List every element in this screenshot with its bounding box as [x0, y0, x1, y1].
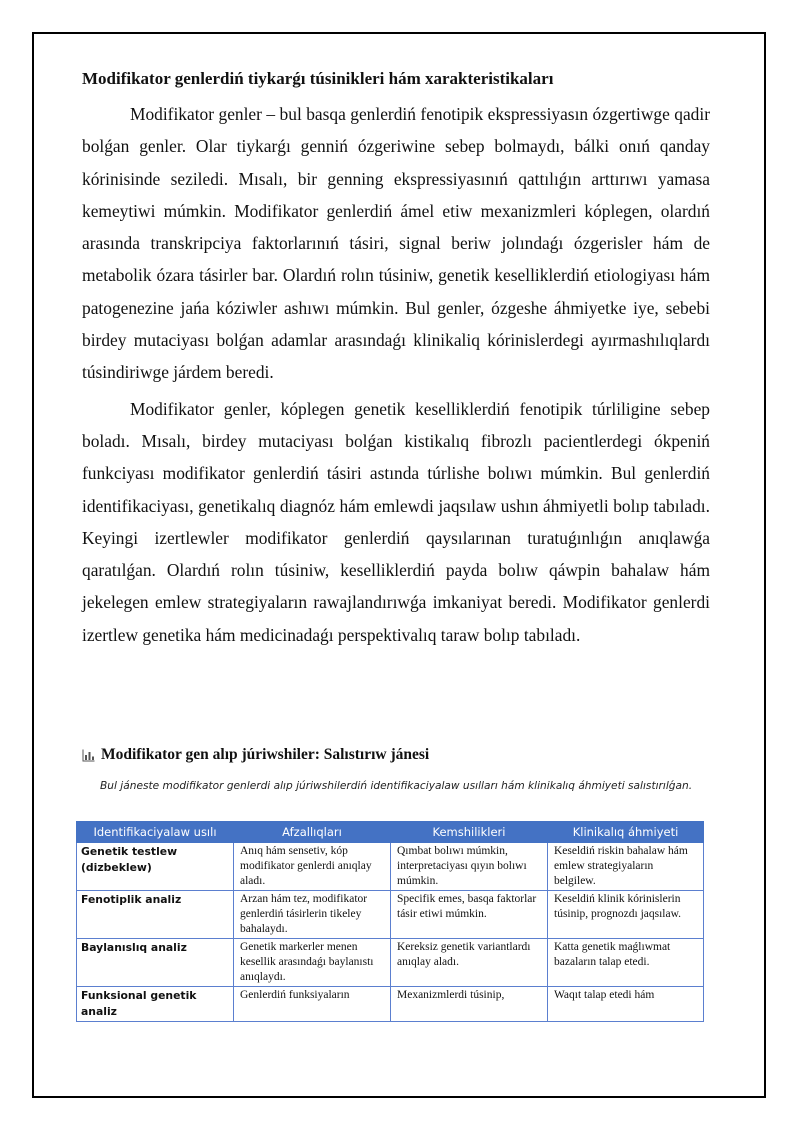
table-cell: Specifik emes, basqa faktorlar tásir etiwi múmkin. [391, 891, 548, 939]
table-cell: Mexanizmlerdi túsinip, [391, 987, 548, 1022]
comparison-table [76, 821, 704, 1022]
column-header: Identifikaciyalaw usılı [77, 822, 234, 843]
table-cell: Anıq hám sensetiv, kóp modifikator genlerdi anıqlay aladı. [234, 843, 391, 891]
table-section-title [82, 746, 429, 764]
table-cell: Genlerdiń funksiyaların [234, 987, 391, 1022]
table-cell: Kereksiz genetik variantlardı anıqlay aladı. [391, 939, 548, 987]
table-row [77, 891, 704, 939]
table-cell: Keseldiń klinik kórinislerin túsinip, prognozdı jaqsılaw. [548, 891, 704, 939]
table-row [77, 987, 704, 1022]
table-header-row [77, 822, 704, 843]
table-cell: Funksional genetik analiz [77, 987, 234, 1022]
table-title: Modifikator gen alıp júriwshiler: Salıstırıw jánesi [101, 746, 430, 763]
section-heading: Modifikator genlerdiń tiykarǵı túsinikleri hám xarakteristikaları [82, 69, 554, 88]
table-row [77, 939, 704, 987]
table-cell: Arzan hám tez, modifikator genlerdiń tásirlerin tikeley bahalaydı. [234, 891, 391, 939]
table-cell: Baylanıslıq analiz [77, 939, 234, 987]
column-header: Kemshilikleri [391, 822, 548, 843]
bar-chart-icon [82, 749, 95, 762]
table-cell: Genetik markerler menen kesellik arasındaǵı baylanıstı anıqlaydı. [234, 939, 391, 987]
table-cell: Keseldiń riskin bahalaw hám emlew strategiyaların belgilew. [548, 843, 704, 891]
table-row [77, 843, 704, 891]
table-cell: Katta genetik maǵlıwmat bazaların talap etedi. [548, 939, 704, 987]
column-header: Klinikalıq áhmiyeti [548, 822, 704, 843]
paragraph-1: Modifikator genler – bul basqa genlerdiń fenotipik ekspressiyasın ózgertiwge qadir bolǵan genler. Olar tiykarǵı genniń ózgeriwine sebep bolmaydı, bálki onıń qanday kórinisinde seziledi. Mısalı, bir genning ekspressiyasınıń qattılıǵın arttırıwı yamasa kemeytiwi múmkin. Modifikator genlerdiń ámel etiw mexanizmleri kóplegen, olardıń arasında transkripciya faktorlarınıń tásiri, signal beriw jolındaǵı ózgerisler hám de metabolik ózara tásirler bar. Olardıń rolın túsiniw, genetik keselliklerdiń etiologiyası hám patogenezine jańa kóziwler ashıwı múmkin. Bul genler, ózgeshe áhmiyetke iye, sebebi birdey mutaciyası bolǵan adamlar arasındaǵı klinikaliq kórinislerdegi ayırmashılıqlardı túsindiriwge járdem beredi. [82, 104, 710, 383]
table-cell: Qımbat bolıwı múmkin, interpretaciyası qıyın bolıwı múmkin. [391, 843, 548, 891]
column-header: Afzallıqları [234, 822, 391, 843]
paragraph-2: Modifikator genler, kóplegen genetik keselliklerdiń fenotipik túrliligine sebep boladı. Mısalı, birdey mutaciyası bolǵan kistikalıq fibrozlı pacientlerdegi ókpeniń funkciyası modifikator genlerdiń tásiri astında túrlishe bolıwı múmkin. Bul genlerdiń identifikaciyası, genetikalıq diagnóz hám emlewdi jaqsılaw ushın áhmiyetli bolıp tabıladı. Keyingi izertlewler modifikator genlerdiń qaysılarınan turatuǵınlıǵın anıqlawǵa qaratılǵan. Olardıń rolın túsiniw, keselliklerdiń payda bolıw qáwpin bahalaw hám jekelegen emlew strategiyaların rawajlandırıwǵa imkaniyat beredi. Modifikator genlerdi izertlew genetika hám medicinadaǵı perspektivalıq taraw bolıp tabıladı. [82, 398, 710, 645]
table-caption: Bul jáneste modifikator genlerdi alıp júriwshilerdiń identifikaciyalaw usılları hám klinikalıq áhmiyeti salıstırılǵan. [100, 780, 693, 792]
table-cell: Waqıt talap etedi hám [548, 987, 704, 1022]
table-cell: Fenotiplik analiz [77, 891, 234, 939]
table-cell: Genetik testlew (dizbeklew) [77, 843, 234, 891]
document-body [82, 66, 710, 655]
